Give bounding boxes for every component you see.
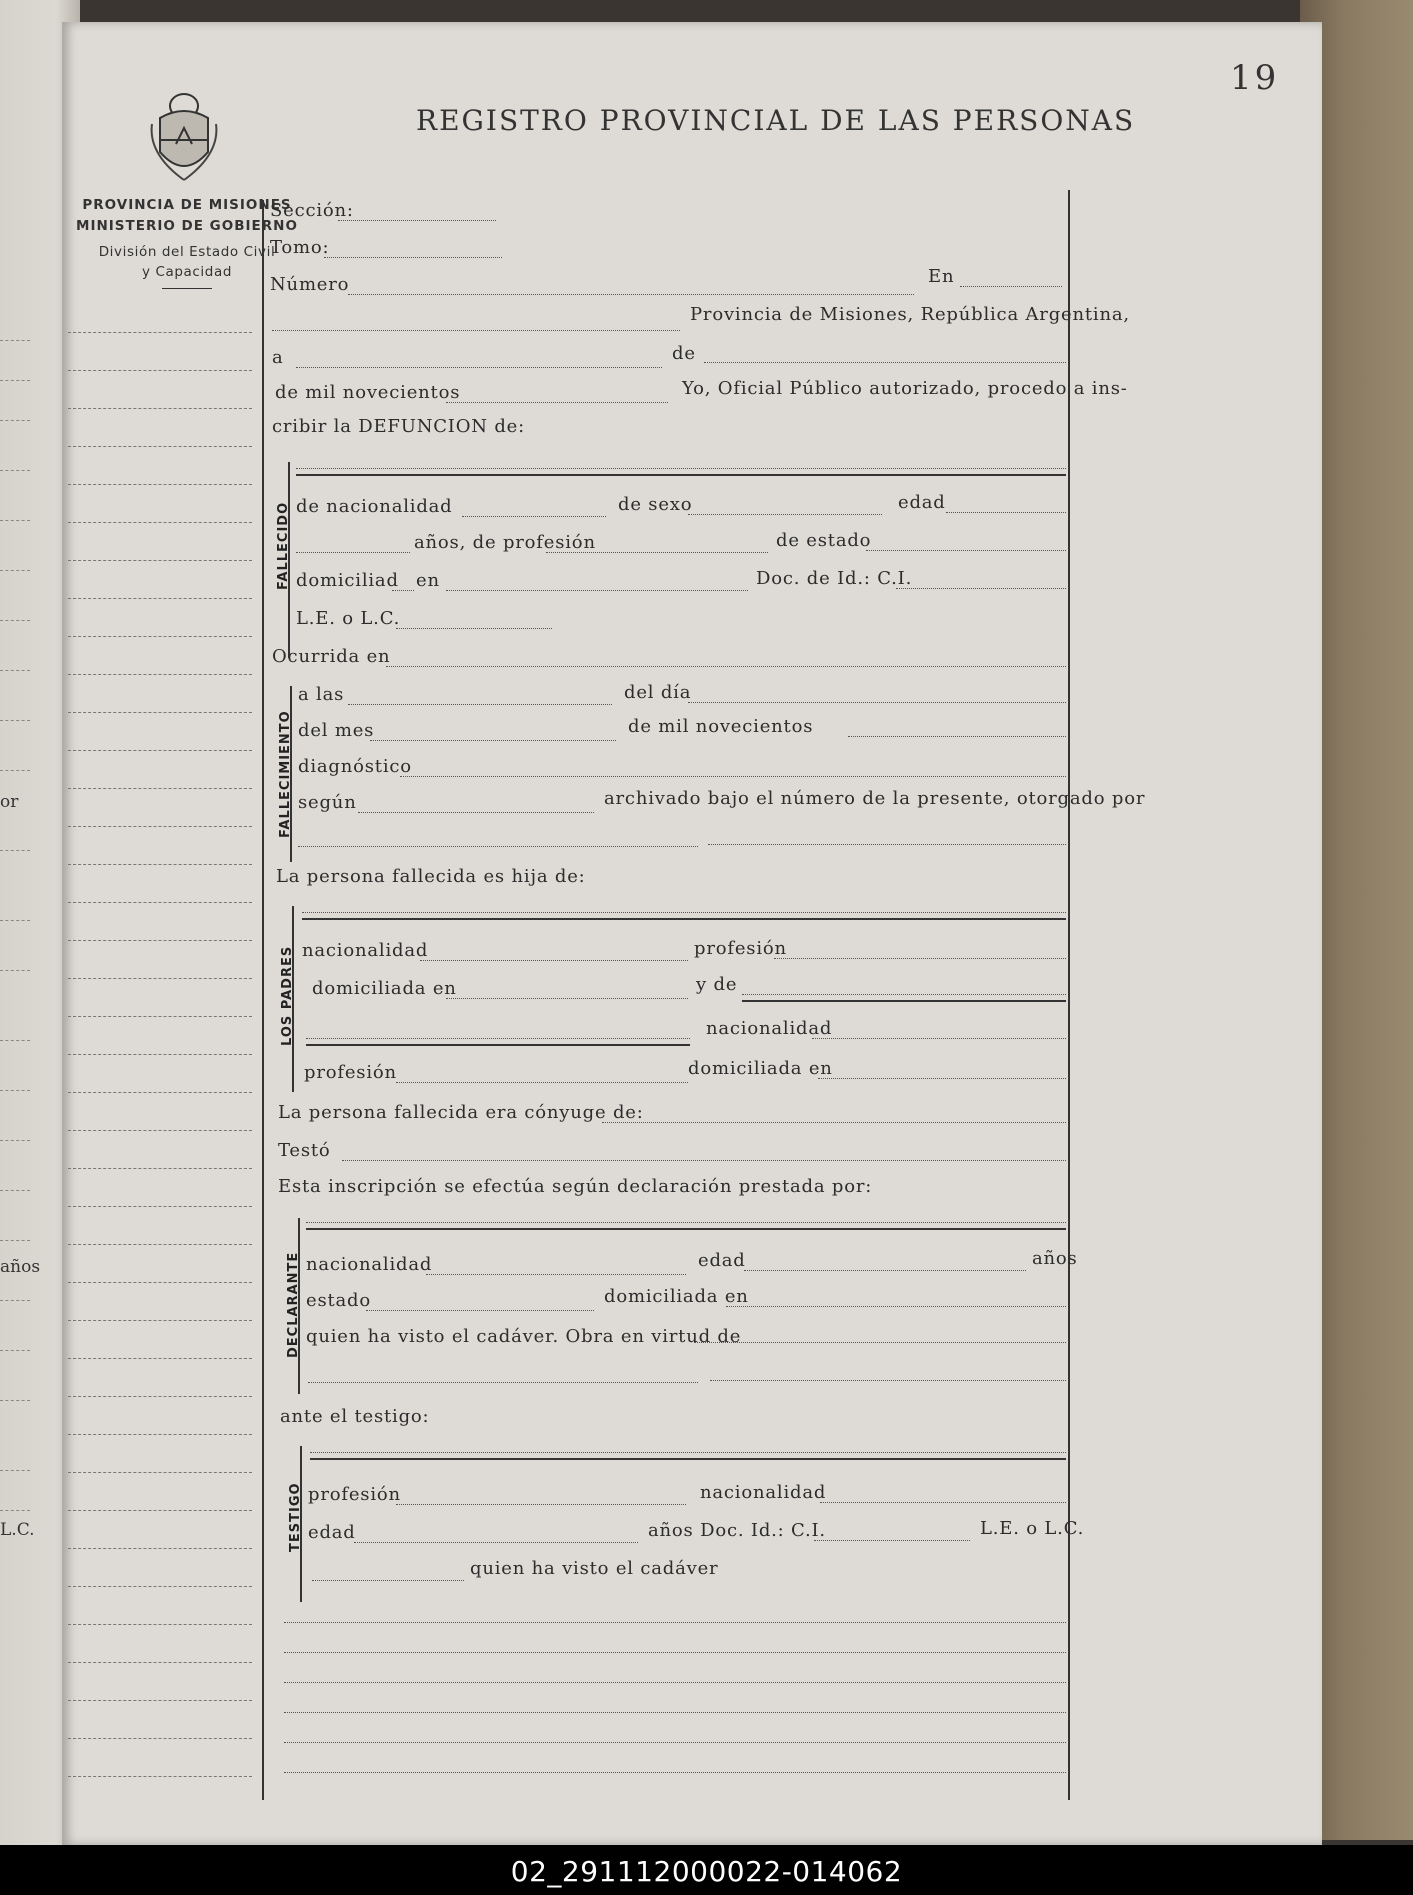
de-mil-novecientos-label: de mil novecientos	[275, 382, 461, 403]
margin-line[interactable]	[68, 1244, 252, 1245]
testigo-nacionalidad-label: nacionalidad	[700, 1482, 827, 1503]
margin-line[interactable]	[68, 1472, 252, 1473]
testigo-name-underline	[310, 1458, 1066, 1460]
place-field[interactable]	[272, 330, 680, 331]
numero-label: Número	[270, 274, 350, 295]
declarante-domicilio-field[interactable]	[726, 1306, 1066, 1307]
padre-name-underline	[302, 918, 1066, 920]
padre-name-field[interactable]	[302, 912, 1066, 913]
nacionalidad-label: de nacionalidad	[296, 496, 453, 517]
seccion-label: Sección:	[270, 200, 354, 221]
margin-line[interactable]	[68, 788, 252, 789]
margin-line[interactable]	[68, 484, 252, 485]
le-lc-field[interactable]	[396, 628, 552, 629]
margin-line[interactable]	[68, 674, 252, 675]
declarante-estado-field[interactable]	[366, 1310, 594, 1311]
notes-line[interactable]	[284, 1772, 1066, 1773]
provincia-text: Provincia de Misiones, República Argentina,	[690, 304, 1130, 325]
margin-line[interactable]	[68, 446, 252, 447]
notes-line[interactable]	[284, 1742, 1066, 1743]
tomo-label: Tomo:	[270, 237, 330, 258]
madre-profesion-field[interactable]	[396, 1082, 688, 1083]
margin-line[interactable]	[68, 1396, 252, 1397]
estado-label: de estado	[776, 530, 872, 551]
margin-line[interactable]	[68, 902, 252, 903]
margin-line[interactable]	[68, 940, 252, 941]
diagnostico-field[interactable]	[400, 776, 1066, 777]
oficial-text: Yo, Oficial Público autorizado, procedo a ins-	[682, 378, 1128, 399]
declarante-edad-field[interactable]	[744, 1270, 1026, 1271]
margin-line[interactable]	[68, 332, 252, 333]
margin-line[interactable]	[68, 750, 252, 751]
declarante-nacionalidad-label: nacionalidad	[306, 1254, 433, 1275]
doc-id-label: Doc. de Id.: C.I.	[756, 568, 913, 589]
archivado-text: archivado bajo el número de la presente, otorgado por	[604, 788, 1146, 809]
margin-line[interactable]	[68, 1358, 252, 1359]
padre-nacionalidad-label: nacionalidad	[302, 940, 429, 961]
declarante-side-label: DECLARANTE	[286, 1251, 301, 1358]
mes-field[interactable]	[370, 740, 616, 741]
margin-line[interactable]	[68, 864, 252, 865]
notes-line[interactable]	[284, 1622, 1066, 1623]
org-underline	[162, 288, 212, 289]
numero-field[interactable]	[348, 294, 914, 295]
diagnostico-label: diagnóstico	[298, 756, 412, 777]
a-label: a	[272, 347, 284, 368]
del-dia-label: del día	[624, 682, 692, 703]
declarante-anos-label: años	[1032, 1248, 1078, 1269]
declarante-nacionalidad-field[interactable]	[426, 1274, 686, 1275]
margin-line[interactable]	[68, 1016, 252, 1017]
notes-line[interactable]	[284, 1712, 1066, 1713]
declarante-extra-field-1[interactable]	[308, 1382, 698, 1383]
testigo-nacionalidad-field[interactable]	[820, 1502, 1066, 1503]
testigo-side-label: TESTIGO	[288, 1482, 303, 1552]
domicilio-field[interactable]	[446, 590, 748, 591]
deceased-name-underline	[296, 474, 1066, 476]
fallecido-side-label: FALLECIDO	[276, 501, 291, 590]
del-mes-label: del mes	[298, 720, 375, 741]
form-left-border	[262, 200, 264, 1800]
testo-field[interactable]	[342, 1160, 1066, 1161]
nacionalidad-field[interactable]	[462, 516, 606, 517]
de-label: de	[672, 343, 696, 364]
left-page-label: or	[0, 792, 19, 812]
padre-profesion-label: profesión	[694, 938, 787, 959]
testigo-le-lc-label: L.E. o L.C.	[980, 1518, 1085, 1539]
conyuge-label: La persona fallecida era cónyuge de:	[278, 1102, 644, 1123]
anos-profesion-label: años, de profesión	[414, 532, 596, 553]
left-page-label: años	[0, 1257, 41, 1277]
margin-line[interactable]	[68, 1662, 252, 1663]
edad-field[interactable]	[946, 512, 1066, 513]
a-las-label: a las	[298, 684, 345, 705]
estado-field[interactable]	[866, 550, 1066, 551]
month-field[interactable]	[704, 362, 1066, 363]
margin-line[interactable]	[68, 1054, 252, 1055]
page-title: REGISTRO PROVINCIAL DE LAS PERSONAS	[416, 104, 1136, 137]
anos-field[interactable]	[296, 552, 410, 553]
margin-line[interactable]	[68, 370, 252, 371]
margin-line[interactable]	[68, 1510, 252, 1511]
otorgado-field-2[interactable]	[708, 844, 1066, 845]
seccion-field[interactable]	[338, 220, 496, 221]
testigo-name-field[interactable]	[310, 1452, 1066, 1453]
madre-domicilio-field[interactable]	[818, 1078, 1066, 1079]
margin-line[interactable]	[68, 826, 252, 827]
org-province: PROVINCIA DE MISIONES	[82, 197, 292, 213]
org-ministry: MINISTERIO DE GOBIERNO	[76, 218, 298, 234]
margin-line[interactable]	[68, 1434, 252, 1435]
margin-line[interactable]	[68, 1092, 252, 1093]
tomo-field[interactable]	[324, 257, 502, 258]
ocurrida-label: Ocurrida en	[272, 646, 391, 667]
margin-line[interactable]	[68, 1130, 252, 1131]
segun-label: según	[298, 792, 357, 813]
declarante-domicilio-label: domiciliada en	[604, 1286, 749, 1307]
ante-testigo-label: ante el testigo:	[280, 1406, 430, 1427]
ocurrida-field[interactable]	[386, 666, 1066, 667]
form-right-border	[1068, 190, 1070, 1800]
org-capacidad: y Capacidad	[141, 264, 232, 280]
margin-line[interactable]	[68, 978, 252, 979]
left-page-label: L.C.	[0, 1520, 35, 1540]
padre-profesion-field[interactable]	[774, 958, 1066, 959]
madre-nacionalidad-label: nacionalidad	[706, 1018, 833, 1039]
declarante-estado-label: estado	[306, 1290, 372, 1311]
margin-line[interactable]	[68, 712, 252, 713]
margin-line[interactable]	[68, 1776, 252, 1777]
dia-field[interactable]	[688, 702, 1066, 703]
declarante-obra-text: quien ha visto el cadáver. Obra en virtud de	[306, 1326, 742, 1347]
madre-extra-underline	[306, 1044, 690, 1046]
ci-field[interactable]	[896, 588, 1066, 589]
declarante-edad-label: edad	[698, 1250, 746, 1271]
testigo-edad-field[interactable]	[354, 1542, 638, 1543]
testigo-ci-field[interactable]	[814, 1540, 970, 1541]
deceased-name-field[interactable]	[296, 468, 1066, 469]
padres-side-label: LOS PADRES	[280, 945, 295, 1046]
page-number: 19	[1230, 58, 1280, 98]
anio-field[interactable]	[848, 736, 1066, 737]
sexo-label: de sexo	[618, 494, 693, 515]
madre-name-underline	[742, 1000, 1066, 1002]
padre-domicilio-field[interactable]	[446, 998, 688, 999]
edad-label: edad	[898, 492, 946, 513]
en-field[interactable]	[960, 286, 1062, 287]
testigo-edad-label: edad	[308, 1522, 356, 1543]
day-field[interactable]	[296, 367, 662, 368]
mil-novecientos-label: de mil novecientos	[628, 716, 814, 737]
testigo-name-sign-field[interactable]	[312, 1580, 464, 1581]
madre-profesion-label: profesión	[304, 1062, 397, 1083]
org-division: División del Estado Civil	[98, 244, 276, 260]
coat-of-arms-icon	[146, 84, 222, 184]
madre-nacionalidad-field[interactable]	[812, 1038, 1066, 1039]
hija-de-label: La persona fallecida es hija de:	[276, 866, 586, 887]
otorgado-field-1[interactable]	[298, 846, 698, 847]
notes-line[interactable]	[284, 1652, 1066, 1653]
domiciliado-label: domiciliad	[296, 570, 399, 591]
padre-domicilio-label: domiciliada en	[312, 978, 457, 999]
margin-line[interactable]	[68, 1586, 252, 1587]
margin-line[interactable]	[68, 636, 252, 637]
segun-field[interactable]	[358, 812, 594, 813]
declarante-name-field[interactable]	[306, 1222, 1066, 1223]
testigo-doc-label: años Doc. Id.: C.I.	[648, 1520, 826, 1541]
sexo-field[interactable]	[688, 514, 882, 515]
testigo-quien-visto-text: quien ha visto el cadáver	[470, 1558, 719, 1579]
notes-line[interactable]	[284, 1682, 1066, 1683]
y-de-label: y de	[696, 974, 738, 995]
le-lc-label: L.E. o L.C.	[296, 608, 401, 629]
madre-extra-field[interactable]	[306, 1038, 690, 1039]
testigo-profesion-label: profesión	[308, 1484, 401, 1505]
testo-label: Testó	[278, 1140, 331, 1161]
margin-line[interactable]	[68, 598, 252, 599]
padre-nacionalidad-field[interactable]	[420, 960, 688, 961]
margin-line[interactable]	[68, 1700, 252, 1701]
declarante-name-underline	[306, 1228, 1066, 1230]
margin-line[interactable]	[68, 1282, 252, 1283]
domiciliado-suffix-field[interactable]	[392, 590, 414, 591]
margin-line[interactable]	[68, 408, 252, 409]
margin-line[interactable]	[68, 560, 252, 561]
conyuge-field[interactable]	[602, 1122, 1066, 1123]
image-identifier: 02_291112000022-014062	[510, 1855, 903, 1888]
margin-line[interactable]	[68, 1320, 252, 1321]
margin-line[interactable]	[68, 1206, 252, 1207]
testigo-profesion-field[interactable]	[396, 1504, 686, 1505]
en-label: En	[928, 266, 955, 287]
margin-line[interactable]	[68, 1548, 252, 1549]
madre-name-field[interactable]	[742, 994, 1066, 995]
form-page	[62, 22, 1322, 1845]
inscripcion-text: Esta inscripción se efectúa según declaración prestada por:	[278, 1176, 873, 1197]
cribir-text: cribir la DEFUNCION de:	[272, 416, 525, 437]
year-field[interactable]	[446, 402, 668, 403]
footer-bar	[0, 1845, 1413, 1895]
declarante-obra-field[interactable]	[694, 1342, 1066, 1343]
declarante-extra-field-2[interactable]	[710, 1380, 1066, 1381]
en-label-2: en	[416, 570, 440, 591]
fallecimiento-side-label: FALLECIMIENTO	[278, 710, 293, 838]
margin-line[interactable]	[68, 1168, 252, 1169]
margin-line[interactable]	[68, 1624, 252, 1625]
profesion-field[interactable]	[546, 552, 768, 553]
hora-field[interactable]	[348, 704, 612, 705]
madre-domicilio-label: domiciliada en	[688, 1058, 833, 1079]
margin-line[interactable]	[68, 1738, 252, 1739]
margin-line[interactable]	[68, 522, 252, 523]
